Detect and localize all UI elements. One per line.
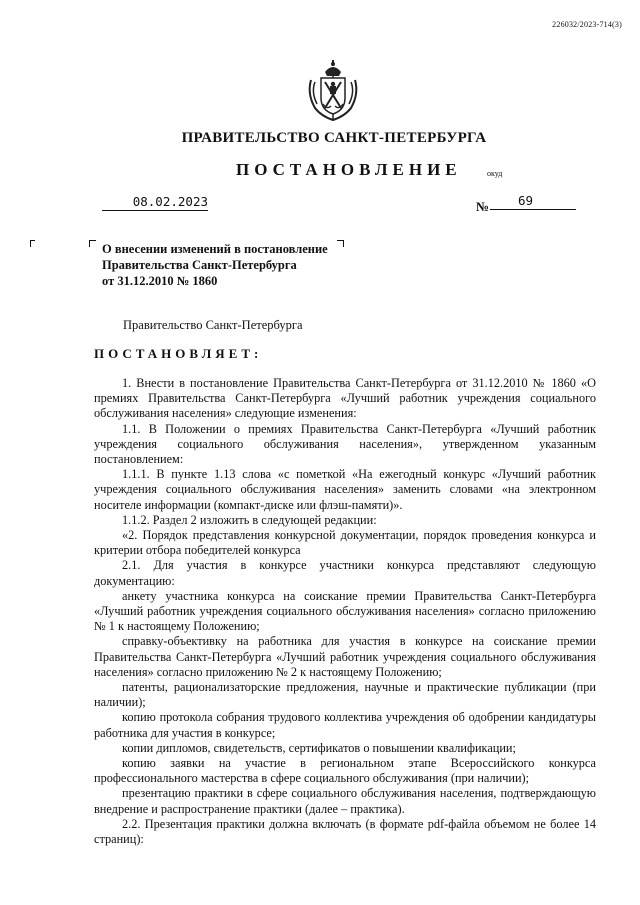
corner-mark	[337, 240, 344, 247]
paragraph: копии дипломов, свидетельств, сертификатов о повышении квалификации;	[122, 740, 516, 755]
corner-mark	[89, 240, 96, 247]
paragraph: патенты, рационализаторские предложения, научные и практические публикации (при наличии);	[94, 680, 596, 710]
subject-line: Правительства Санкт-Петербурга	[102, 258, 297, 272]
okud-label: окуд	[487, 169, 503, 178]
paragraph: 1. Внести в постановление Правительства Санкт-Петербурга от 31.12.2010 № 1860 «О премиях Правительства Санкт-Петербурга «Лучший работник учреждения социального обслуживания населения» следующие изменения:	[94, 376, 596, 421]
document-number: 226032/2023-714(3)	[552, 20, 622, 29]
paragraph: 1.1. В Положении о премиях Правительства Санкт-Петербурга «Лучший работник учреждения социального обслуживания населения», утвержденном указанным постановлением:	[94, 421, 596, 467]
subject-line: О внесении изменений в постановление	[102, 242, 328, 256]
government-title: ПРАВИТЕЛЬСТВО САНКТ-ПЕТЕРБУРГА	[181, 130, 487, 146]
corner-mark	[30, 240, 35, 247]
paragraph: 2.2. Презентация практики должна включать (в формате pdf-файла объемом не более 14 страниц):	[94, 816, 596, 847]
subject-line: от 31.12.2010 № 1860	[102, 274, 218, 288]
paragraph: справку-объективку на работника для участия в конкурсе на соискание премии Правительства Санкт-Петербурга «Лучший работник учреждения социального обслуживания населения» согласно приложению № 2 к настоящему Положению;	[94, 634, 596, 679]
document-body	[94, 376, 596, 847]
resolution-title: ПОСТАНОВЛЕНИЕ	[236, 160, 462, 179]
decrees-heading: ПОСТАНОВЛЯЕТ:	[94, 346, 263, 361]
paragraph: 1.1.1. В пункте 1.13 слова «с пометкой «На ежегодный конкурс «Лучший работник учреждения социального обслуживания населения» заменить словами «на электронном носителе информации (компакт-диске или флэш-памяти)».	[94, 467, 596, 512]
document-number-value: 69	[490, 193, 576, 210]
paragraph: копию заявки на участие в региональном этапе Всероссийского конкурса профессионального мастерства в сфере социального обслуживания (при наличии);	[94, 756, 596, 786]
paragraph: 2.1. Для участия в конкурсе участники конкурса представляют следующую документацию:	[94, 558, 596, 588]
paragraph: «2. Порядок представления конкурсной документации, порядок проведения конкурса и критерии отбора победителей конкурса	[94, 528, 596, 558]
coat-of-arms-icon	[305, 58, 361, 124]
document-date: 08.02.2023	[102, 194, 208, 211]
paragraph: презентацию практики в сфере социального обслуживания населения, подтверждающую внедрение и распространение практики (далее – практика).	[94, 786, 596, 816]
subject-block	[102, 241, 328, 289]
paragraph: анкету участника конкурса на соискание премии Правительства Санкт-Петербурга «Лучший работник учреждения социального обслуживания населения» согласно приложению № 1 к настоящему Положению;	[94, 588, 596, 634]
number-label: №	[476, 199, 490, 214]
paragraph: копию протокола собрания трудового коллектива учреждения об одобрении кандидатуры работника для участия в конкурсе;	[94, 710, 596, 740]
issuer: Правительство Санкт-Петербурга	[123, 318, 303, 332]
paragraph: 1.1.2. Раздел 2 изложить в следующей редакции:	[122, 512, 377, 527]
